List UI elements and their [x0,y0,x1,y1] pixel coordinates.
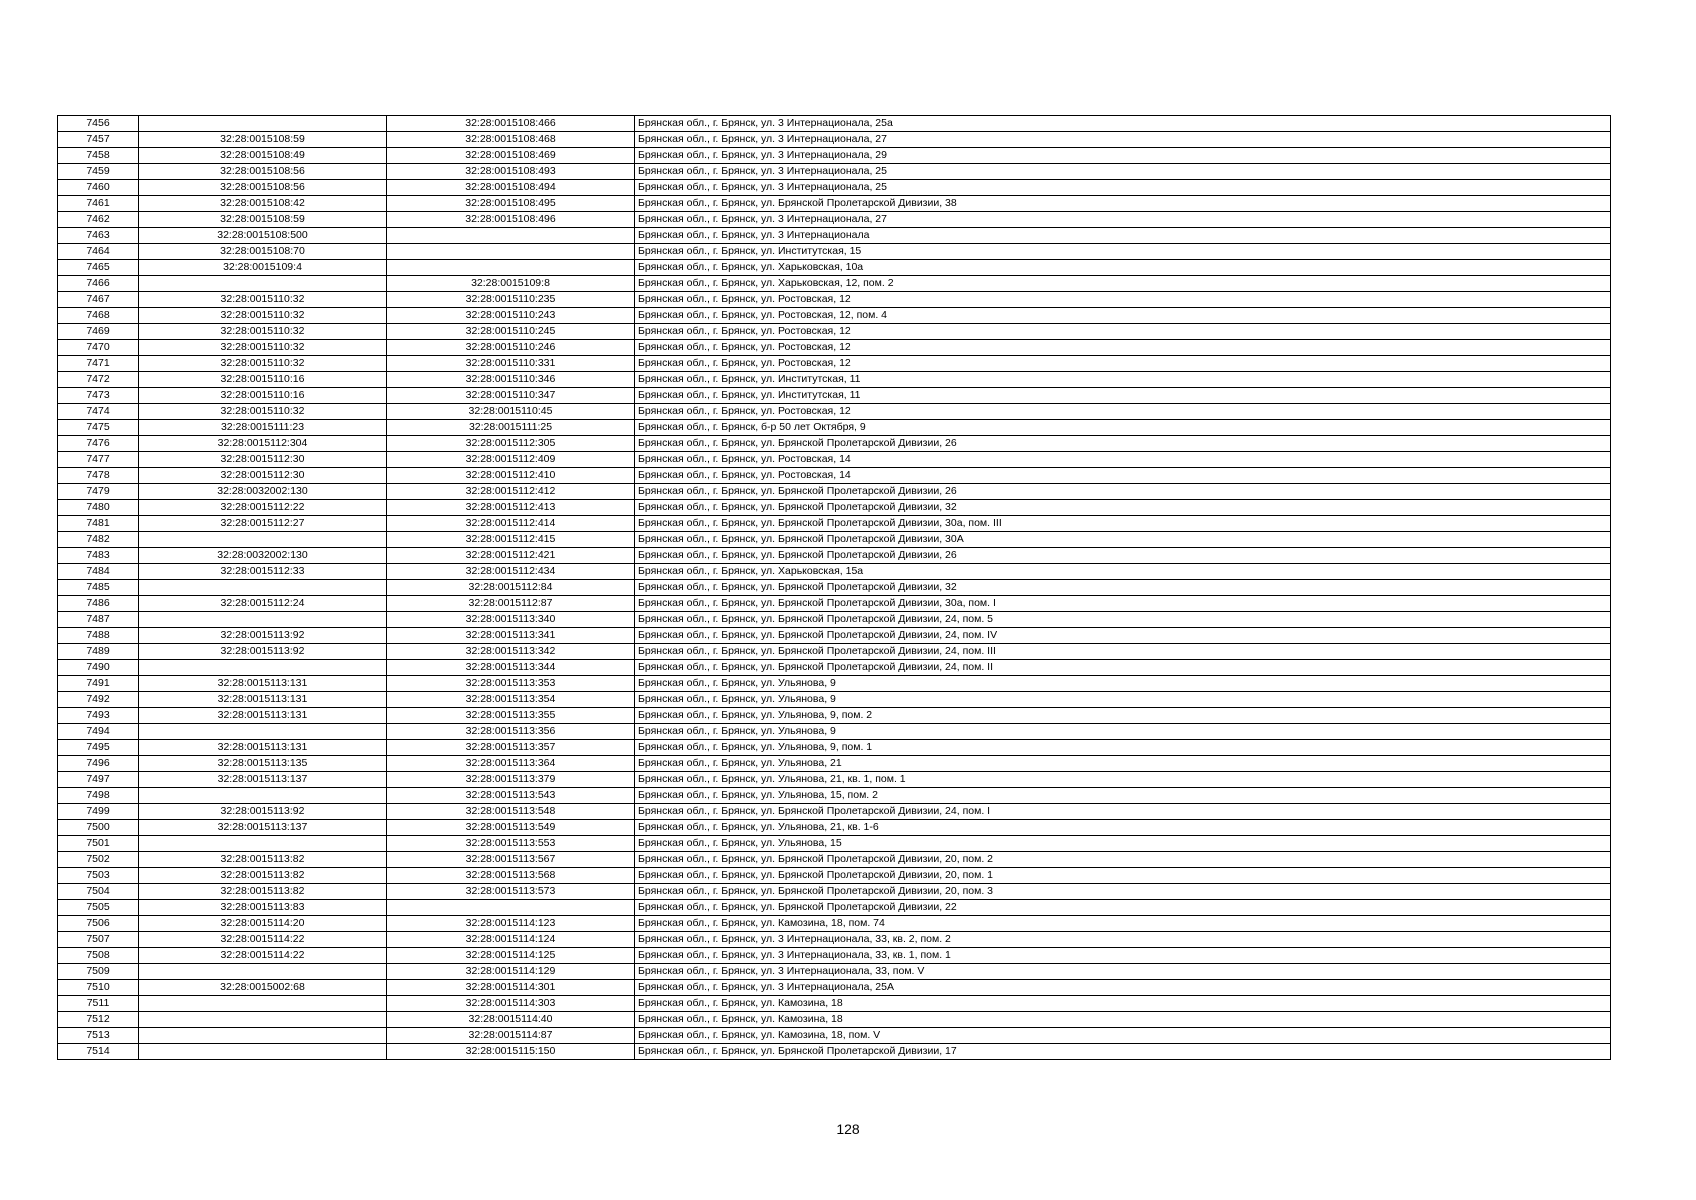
old-cadastral-number-cell [139,1028,387,1044]
address-cell: Брянская обл., г. Брянск, ул. 3 Интернационала, 25 [635,180,1611,196]
old-cadastral-number-cell: 32:28:0015110:16 [139,372,387,388]
row-number-cell: 7465 [58,260,139,276]
address-cell: Брянская обл., г. Брянск, ул. Институтская, 11 [635,388,1611,404]
row-number-cell: 7513 [58,1028,139,1044]
row-number-cell: 7477 [58,452,139,468]
address-cell: Брянская обл., г. Брянск, ул. Брянской Пролетарской Дивизии, 30а, пом. I [635,596,1611,612]
cadastral-number-cell: 32:28:0015110:245 [387,324,635,340]
table-row [58,116,1611,132]
table-row [58,420,1611,436]
row-number-cell: 7510 [58,980,139,996]
cadastral-number-cell: 32:28:0015114:123 [387,916,635,932]
address-cell: Брянская обл., г. Брянск, ул. Ростовская, 12 [635,340,1611,356]
table-row [58,564,1611,580]
table-row [58,900,1611,916]
old-cadastral-number-cell: 32:28:0015108:500 [139,228,387,244]
row-number-cell: 7472 [58,372,139,388]
table-row [58,292,1611,308]
old-cadastral-number-cell: 32:28:0015108:56 [139,164,387,180]
address-cell: Брянская обл., г. Брянск, ул. Харьковская, 15а [635,564,1611,580]
row-number-cell: 7508 [58,948,139,964]
row-number-cell: 7499 [58,804,139,820]
cadastral-number-cell: 32:28:0015113:341 [387,628,635,644]
cadastral-number-cell: 32:28:0015110:235 [387,292,635,308]
row-number-cell: 7463 [58,228,139,244]
cadastral-number-cell [387,228,635,244]
address-cell: Брянская обл., г. Брянск, ул. 3 Интернационала [635,228,1611,244]
row-number-cell: 7506 [58,916,139,932]
old-cadastral-number-cell [139,276,387,292]
table-row [58,820,1611,836]
cadastral-number-cell: 32:28:0015112:409 [387,452,635,468]
cadastral-number-cell: 32:28:0015113:567 [387,852,635,868]
row-number-cell: 7504 [58,884,139,900]
old-cadastral-number-cell: 32:28:0015112:27 [139,516,387,532]
table-row [58,260,1611,276]
address-cell: Брянская обл., г. Брянск, ул. Ульянова, 9 [635,692,1611,708]
cadastral-number-cell: 32:28:0015114:129 [387,964,635,980]
cadastral-number-cell: 32:28:0015113:340 [387,612,635,628]
table-row [58,996,1611,1012]
table-row [58,708,1611,724]
old-cadastral-number-cell: 32:28:0015108:59 [139,212,387,228]
table-row [58,644,1611,660]
cadastral-number-cell: 32:28:0015114:303 [387,996,635,1012]
cadastral-number-cell: 32:28:0015113:379 [387,772,635,788]
cadastral-number-cell: 32:28:0015112:412 [387,484,635,500]
row-number-cell: 7461 [58,196,139,212]
address-cell: Брянская обл., г. Брянск, ул. Харьковская, 12, пом. 2 [635,276,1611,292]
cadastral-number-cell: 32:28:0015114:40 [387,1012,635,1028]
table-row [58,804,1611,820]
table-row [58,676,1611,692]
table-row [58,356,1611,372]
old-cadastral-number-cell: 32:28:0015112:30 [139,452,387,468]
address-cell: Брянская обл., г. Брянск, ул. Ростовская, 12 [635,292,1611,308]
old-cadastral-number-cell [139,836,387,852]
row-number-cell: 7490 [58,660,139,676]
address-cell: Брянская обл., г. Брянск, б-р 50 лет Октября, 9 [635,420,1611,436]
old-cadastral-number-cell [139,724,387,740]
row-number-cell: 7470 [58,340,139,356]
address-cell: Брянская обл., г. Брянск, ул. 3 Интернационала, 33, кв. 2, пом. 2 [635,932,1611,948]
cadastral-number-cell: 32:28:0015110:243 [387,308,635,324]
table-row [58,548,1611,564]
old-cadastral-number-cell: 32:28:0015110:32 [139,308,387,324]
old-cadastral-number-cell [139,580,387,596]
address-cell: Брянская обл., г. Брянск, ул. Брянской Пролетарской Дивизии, 24, пом. I [635,804,1611,820]
table-row [58,532,1611,548]
table-row [58,244,1611,260]
cadastral-number-cell: 32:28:0015113:354 [387,692,635,708]
cadastral-number-cell: 32:28:0015112:415 [387,532,635,548]
table-row [58,852,1611,868]
address-cell: Брянская обл., г. Брянск, ул. Ростовская, 12 [635,356,1611,372]
row-number-cell: 7482 [58,532,139,548]
table-row [58,308,1611,324]
cadastral-number-cell: 32:28:0015114:87 [387,1028,635,1044]
cadastral-number-cell: 32:28:0015108:466 [387,116,635,132]
old-cadastral-number-cell: 32:28:0015109:4 [139,260,387,276]
old-cadastral-number-cell: 32:28:0015108:59 [139,132,387,148]
row-number-cell: 7497 [58,772,139,788]
address-cell: Брянская обл., г. Брянск, ул. Камозина, 18, пом. 74 [635,916,1611,932]
old-cadastral-number-cell: 32:28:0015112:22 [139,500,387,516]
table-row [58,580,1611,596]
page-number: 128 [836,1121,860,1137]
old-cadastral-number-cell: 32:28:0032002:130 [139,484,387,500]
table-row [58,964,1611,980]
cadastral-number-cell: 32:28:0015112:421 [387,548,635,564]
row-number-cell: 7485 [58,580,139,596]
old-cadastral-number-cell: 32:28:0015108:42 [139,196,387,212]
row-number-cell: 7488 [58,628,139,644]
row-number-cell: 7478 [58,468,139,484]
table-row [58,148,1611,164]
address-cell: Брянская обл., г. Брянск, ул. Ульянова, 9 [635,676,1611,692]
table-row [58,980,1611,996]
old-cadastral-number-cell [139,1012,387,1028]
cadastral-number-cell: 32:28:0015110:346 [387,372,635,388]
cadastral-number-cell: 32:28:0015108:496 [387,212,635,228]
address-cell: Брянская обл., г. Брянск, ул. Брянской Пролетарской Дивизии, 20, пом. 1 [635,868,1611,884]
row-number-cell: 7495 [58,740,139,756]
address-cell: Брянская обл., г. Брянск, ул. Ульянова, 21 [635,756,1611,772]
cadastral-number-cell: 32:28:0015115:150 [387,1044,635,1060]
address-cell: Брянская обл., г. Брянск, ул. Институтская, 11 [635,372,1611,388]
old-cadastral-number-cell: 32:28:0015114:22 [139,948,387,964]
table-row [58,404,1611,420]
address-cell: Брянская обл., г. Брянск, ул. Брянской Пролетарской Дивизии, 30а, пом. III [635,516,1611,532]
table-row [58,724,1611,740]
old-cadastral-number-cell: 32:28:0015113:135 [139,756,387,772]
cadastral-number-cell: 32:28:0015114:125 [387,948,635,964]
address-cell: Брянская обл., г. Брянск, ул. Брянской Пролетарской Дивизии, 20, пом. 2 [635,852,1611,868]
old-cadastral-number-cell [139,660,387,676]
row-number-cell: 7460 [58,180,139,196]
cadastral-number-cell: 32:28:0015112:414 [387,516,635,532]
old-cadastral-number-cell: 32:28:0015111:23 [139,420,387,436]
old-cadastral-number-cell: 32:28:0015113:131 [139,740,387,756]
row-number-cell: 7483 [58,548,139,564]
row-number-cell: 7496 [58,756,139,772]
row-number-cell: 7481 [58,516,139,532]
address-cell: Брянская обл., г. Брянск, ул. Брянской Пролетарской Дивизии, 22 [635,900,1611,916]
row-number-cell: 7457 [58,132,139,148]
registry-table-body [58,116,1611,1060]
table-row [58,868,1611,884]
old-cadastral-number-cell [139,996,387,1012]
old-cadastral-number-cell: 32:28:0032002:130 [139,548,387,564]
address-cell: Брянская обл., г. Брянск, ул. 3 Интернационала, 25 [635,164,1611,180]
address-cell: Брянская обл., г. Брянск, ул. Брянской Пролетарской Дивизии, 26 [635,548,1611,564]
table-row [58,436,1611,452]
row-number-cell: 7468 [58,308,139,324]
cadastral-number-cell: 32:28:0015110:331 [387,356,635,372]
row-number-cell: 7464 [58,244,139,260]
row-number-cell: 7503 [58,868,139,884]
row-number-cell: 7479 [58,484,139,500]
row-number-cell: 7512 [58,1012,139,1028]
cadastral-number-cell: 32:28:0015108:469 [387,148,635,164]
row-number-cell: 7502 [58,852,139,868]
cadastral-number-cell: 32:28:0015113:568 [387,868,635,884]
table-row [58,1028,1611,1044]
old-cadastral-number-cell: 32:28:0015114:22 [139,932,387,948]
address-cell: Брянская обл., г. Брянск, ул. Брянской Пролетарской Дивизии, 24, пом. 5 [635,612,1611,628]
table-row [58,692,1611,708]
table-row [58,180,1611,196]
table-row [58,612,1611,628]
cadastral-number-cell: 32:28:0015113:342 [387,644,635,660]
old-cadastral-number-cell: 32:28:0015113:82 [139,852,387,868]
table-row [58,836,1611,852]
table-row [58,932,1611,948]
address-cell: Брянская обл., г. Брянск, ул. Брянской Пролетарской Дивизии, 30А [635,532,1611,548]
row-number-cell: 7489 [58,644,139,660]
address-cell: Брянская обл., г. Брянск, ул. Брянской Пролетарской Дивизии, 32 [635,500,1611,516]
address-cell: Брянская обл., г. Брянск, ул. Ульянова, 9 [635,724,1611,740]
table-row [58,132,1611,148]
cadastral-number-cell: 32:28:0015108:468 [387,132,635,148]
table-row [58,740,1611,756]
address-cell: Брянская обл., г. Брянск, ул. Ростовская, 14 [635,452,1611,468]
table-row [58,772,1611,788]
old-cadastral-number-cell [139,1044,387,1060]
row-number-cell: 7469 [58,324,139,340]
old-cadastral-number-cell: 32:28:0015112:304 [139,436,387,452]
address-cell: Брянская обл., г. Брянск, ул. Брянской Пролетарской Дивизии, 20, пом. 3 [635,884,1611,900]
address-cell: Брянская обл., г. Брянск, ул. 3 Интернационала, 25а [635,116,1611,132]
row-number-cell: 7487 [58,612,139,628]
row-number-cell: 7476 [58,436,139,452]
address-cell: Брянская обл., г. Брянск, ул. Камозина, 18 [635,996,1611,1012]
old-cadastral-number-cell [139,964,387,980]
cadastral-number-cell: 32:28:0015108:494 [387,180,635,196]
row-number-cell: 7493 [58,708,139,724]
table-row [58,1044,1611,1060]
cadastral-number-cell: 32:28:0015113:573 [387,884,635,900]
address-cell: Брянская обл., г. Брянск, ул. Ульянова, 15, пом. 2 [635,788,1611,804]
cadastral-number-cell: 32:28:0015111:25 [387,420,635,436]
cadastral-number-cell: 32:28:0015113:355 [387,708,635,724]
address-cell: Брянская обл., г. Брянск, ул. Брянской Пролетарской Дивизии, 24, пом. IV [635,628,1611,644]
row-number-cell: 7514 [58,1044,139,1060]
address-cell: Брянская обл., г. Брянск, ул. Харьковская, 10а [635,260,1611,276]
address-cell: Брянская обл., г. Брянск, ул. 3 Интернационала, 27 [635,132,1611,148]
address-cell: Брянская обл., г. Брянск, ул. Брянской Пролетарской Дивизии, 38 [635,196,1611,212]
address-cell: Брянская обл., г. Брянск, ул. Ульянова, 15 [635,836,1611,852]
row-number-cell: 7498 [58,788,139,804]
address-cell: Брянская обл., г. Брянск, ул. 3 Интернационала, 25А [635,980,1611,996]
old-cadastral-number-cell: 32:28:0015113:92 [139,628,387,644]
address-cell: Брянская обл., г. Брянск, ул. Ростовская, 14 [635,468,1611,484]
row-number-cell: 7501 [58,836,139,852]
cadastral-number-cell: 32:28:0015110:347 [387,388,635,404]
cadastral-number-cell: 32:28:0015108:493 [387,164,635,180]
table-row [58,660,1611,676]
row-number-cell: 7505 [58,900,139,916]
cadastral-number-cell: 32:28:0015113:364 [387,756,635,772]
row-number-cell: 7474 [58,404,139,420]
table-row [58,468,1611,484]
cadastral-number-cell: 32:28:0015114:301 [387,980,635,996]
old-cadastral-number-cell: 32:28:0015110:32 [139,404,387,420]
old-cadastral-number-cell: 32:28:0015112:33 [139,564,387,580]
cadastral-number-cell: 32:28:0015112:410 [387,468,635,484]
address-cell: Брянская обл., г. Брянск, ул. Ростовская, 12 [635,404,1611,420]
address-cell: Брянская обл., г. Брянск, ул. Брянской Пролетарской Дивизии, 24, пом. II [635,660,1611,676]
row-number-cell: 7456 [58,116,139,132]
cadastral-number-cell: 32:28:0015114:124 [387,932,635,948]
table-row [58,340,1611,356]
row-number-cell: 7471 [58,356,139,372]
address-cell: Брянская обл., г. Брянск, ул. Ульянова, 21, кв. 1, пом. 1 [635,772,1611,788]
table-row [58,372,1611,388]
row-number-cell: 7494 [58,724,139,740]
old-cadastral-number-cell: 32:28:0015113:131 [139,676,387,692]
row-number-cell: 7484 [58,564,139,580]
cadastral-number-cell: 32:28:0015112:413 [387,500,635,516]
old-cadastral-number-cell: 32:28:0015112:30 [139,468,387,484]
old-cadastral-number-cell: 32:28:0015002:68 [139,980,387,996]
table-row [58,948,1611,964]
address-cell: Брянская обл., г. Брянск, ул. Ульянова, 9, пом. 2 [635,708,1611,724]
address-cell: Брянская обл., г. Брянск, ул. 3 Интернационала, 33, кв. 1, пом. 1 [635,948,1611,964]
cadastral-number-cell [387,244,635,260]
table-row [58,324,1611,340]
old-cadastral-number-cell: 32:28:0015114:20 [139,916,387,932]
address-cell: Брянская обл., г. Брянск, ул. Ульянова, 9, пом. 1 [635,740,1611,756]
table-row [58,628,1611,644]
old-cadastral-number-cell [139,116,387,132]
old-cadastral-number-cell: 32:28:0015113:137 [139,772,387,788]
address-cell: Брянская обл., г. Брянск, ул. 3 Интернационала, 29 [635,148,1611,164]
address-cell: Брянская обл., г. Брянск, ул. Ростовская, 12, пом. 4 [635,308,1611,324]
cadastral-number-cell: 32:28:0015113:553 [387,836,635,852]
row-number-cell: 7492 [58,692,139,708]
table-row [58,500,1611,516]
cadastral-number-cell: 32:28:0015113:549 [387,820,635,836]
old-cadastral-number-cell: 32:28:0015113:137 [139,820,387,836]
old-cadastral-number-cell: 32:28:0015110:32 [139,324,387,340]
cadastral-number-cell [387,260,635,276]
row-number-cell: 7462 [58,212,139,228]
table-row [58,276,1611,292]
old-cadastral-number-cell [139,788,387,804]
cadastral-number-cell: 32:28:0015112:84 [387,580,635,596]
old-cadastral-number-cell: 32:28:0015108:70 [139,244,387,260]
address-cell: Брянская обл., г. Брянск, ул. Брянской Пролетарской Дивизии, 17 [635,1044,1611,1060]
table-row [58,484,1611,500]
cadastral-number-cell: 32:28:0015113:548 [387,804,635,820]
row-number-cell: 7475 [58,420,139,436]
old-cadastral-number-cell: 32:28:0015113:92 [139,644,387,660]
old-cadastral-number-cell: 32:28:0015110:32 [139,340,387,356]
old-cadastral-number-cell: 32:28:0015112:24 [139,596,387,612]
old-cadastral-number-cell: 32:28:0015113:82 [139,884,387,900]
table-row [58,212,1611,228]
address-cell: Брянская обл., г. Брянск, ул. 3 Интернационала, 27 [635,212,1611,228]
old-cadastral-number-cell: 32:28:0015113:131 [139,692,387,708]
old-cadastral-number-cell: 32:28:0015113:82 [139,868,387,884]
table-row [58,788,1611,804]
cadastral-number-cell: 32:28:0015113:344 [387,660,635,676]
table-row [58,596,1611,612]
old-cadastral-number-cell: 32:28:0015108:49 [139,148,387,164]
address-cell: Брянская обл., г. Брянск, ул. 3 Интернационала, 33, пом. V [635,964,1611,980]
cadastral-number-cell: 32:28:0015113:353 [387,676,635,692]
row-number-cell: 7473 [58,388,139,404]
cadastral-number-cell: 32:28:0015113:356 [387,724,635,740]
address-cell: Брянская обл., г. Брянск, ул. Брянской Пролетарской Дивизии, 26 [635,436,1611,452]
row-number-cell: 7459 [58,164,139,180]
cadastral-number-cell [387,900,635,916]
row-number-cell: 7467 [58,292,139,308]
table-row [58,452,1611,468]
row-number-cell: 7491 [58,676,139,692]
address-cell: Брянская обл., г. Брянск, ул. Камозина, 18, пом. V [635,1028,1611,1044]
row-number-cell: 7480 [58,500,139,516]
old-cadastral-number-cell: 32:28:0015108:56 [139,180,387,196]
table-row [58,388,1611,404]
cadastral-number-cell: 32:28:0015109:8 [387,276,635,292]
cadastral-number-cell: 32:28:0015108:495 [387,196,635,212]
old-cadastral-number-cell [139,612,387,628]
table-row [58,884,1611,900]
old-cadastral-number-cell: 32:28:0015113:83 [139,900,387,916]
old-cadastral-number-cell: 32:28:0015110:16 [139,388,387,404]
table-row [58,228,1611,244]
table-row [58,1012,1611,1028]
old-cadastral-number-cell [139,532,387,548]
old-cadastral-number-cell: 32:28:0015113:92 [139,804,387,820]
registry-table [57,115,1611,1060]
row-number-cell: 7486 [58,596,139,612]
table-row [58,756,1611,772]
old-cadastral-number-cell: 32:28:0015110:32 [139,356,387,372]
address-cell: Брянская обл., г. Брянск, ул. Брянской Пролетарской Дивизии, 26 [635,484,1611,500]
row-number-cell: 7500 [58,820,139,836]
old-cadastral-number-cell: 32:28:0015110:32 [139,292,387,308]
address-cell: Брянская обл., г. Брянск, ул. Брянской Пролетарской Дивизии, 24, пом. III [635,644,1611,660]
old-cadastral-number-cell: 32:28:0015113:131 [139,708,387,724]
cadastral-number-cell: 32:28:0015113:543 [387,788,635,804]
cadastral-number-cell: 32:28:0015112:87 [387,596,635,612]
table-row [58,196,1611,212]
row-number-cell: 7511 [58,996,139,1012]
address-cell: Брянская обл., г. Брянск, ул. Ульянова, 21, кв. 1-6 [635,820,1611,836]
row-number-cell: 7458 [58,148,139,164]
cadastral-number-cell: 32:28:0015112:305 [387,436,635,452]
cadastral-number-cell: 32:28:0015112:434 [387,564,635,580]
address-cell: Брянская обл., г. Брянск, ул. Институтская, 15 [635,244,1611,260]
row-number-cell: 7507 [58,932,139,948]
address-cell: Брянская обл., г. Брянск, ул. Камозина, 18 [635,1012,1611,1028]
table-row [58,916,1611,932]
cadastral-number-cell: 32:28:0015110:246 [387,340,635,356]
table-row [58,516,1611,532]
table-row [58,164,1611,180]
cadastral-number-cell: 32:28:0015113:357 [387,740,635,756]
row-number-cell: 7466 [58,276,139,292]
row-number-cell: 7509 [58,964,139,980]
address-cell: Брянская обл., г. Брянск, ул. Брянской Пролетарской Дивизии, 32 [635,580,1611,596]
address-cell: Брянская обл., г. Брянск, ул. Ростовская, 12 [635,324,1611,340]
cadastral-number-cell: 32:28:0015110:45 [387,404,635,420]
